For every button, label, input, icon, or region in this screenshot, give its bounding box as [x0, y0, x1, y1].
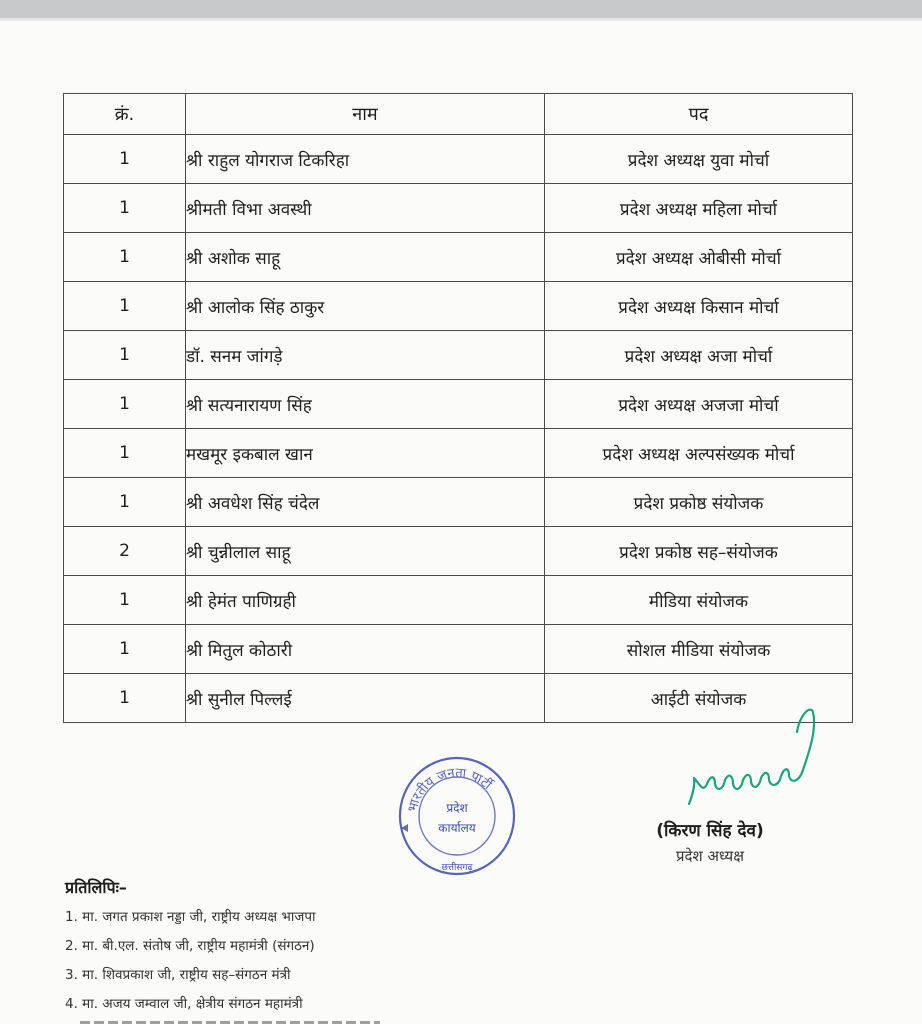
table-row	[64, 527, 853, 576]
table-row	[64, 380, 853, 429]
row-post: प्रदेश अध्यक्ष युवा मोर्चा	[545, 135, 853, 184]
table-row	[64, 429, 853, 478]
row-count: 1	[64, 135, 186, 184]
row-name: श्री राहुल योगराज टिकरिहा	[186, 135, 545, 184]
row-name: श्री सुनील पिल्लई	[186, 674, 545, 723]
appointments-table	[63, 93, 853, 723]
header-post: पद	[545, 94, 853, 135]
row-post: प्रदेश अध्यक्ष अजा मोर्चा	[545, 331, 853, 380]
list-item: 2. मा. बी.एल. संतोष जी, राष्ट्रीय महामंत्री (संगठन)	[65, 938, 315, 954]
row-post: प्रदेश अध्यक्ष महिला मोर्चा	[545, 184, 853, 233]
row-name: श्री मितुल कोठारी	[186, 625, 545, 674]
row-name: श्री हेमंत पाणिग्रही	[186, 576, 545, 625]
table-row	[64, 282, 853, 331]
list-item: 4. मा. अजय जम्वाल जी, क्षेत्रीय संगठन महामंत्री	[65, 996, 303, 1012]
header-serial: क्रं.	[64, 94, 186, 135]
table-row	[64, 576, 853, 625]
row-post: प्रदेश प्रकोष्ठ सह–संयोजक	[545, 527, 853, 576]
row-post: प्रदेश अध्यक्ष किसान मोर्चा	[545, 282, 853, 331]
table-row	[64, 625, 853, 674]
row-name: श्री अवधेश सिंह चंदेल	[186, 478, 545, 527]
row-count: 1	[64, 625, 186, 674]
row-name: श्रीमती विभा अवस्थी	[186, 184, 545, 233]
stamp-outer-text: भारतीय जनता पार्टी	[405, 765, 495, 814]
table-header-row	[64, 94, 853, 135]
table-row	[64, 233, 853, 282]
list-item: 3. मा. शिवप्रकाश जी, राष्ट्रीय सह–संगठन मंत्री	[65, 967, 291, 983]
row-name: मखमूर इकबाल खान	[186, 429, 545, 478]
row-count: 1	[64, 331, 186, 380]
row-count: 1	[64, 576, 186, 625]
signatory-post: प्रदेश अध्यक्ष	[675, 847, 745, 865]
header-name: नाम	[186, 94, 545, 135]
stamp-line-2: कार्यालय	[438, 821, 476, 835]
row-post: सोशल मीडिया संयोजक	[545, 625, 853, 674]
row-name: डॉ. सनम जांगड़े	[186, 331, 545, 380]
cut-off-text-line	[80, 1016, 380, 1024]
row-count: 2	[64, 527, 186, 576]
table-row	[64, 478, 853, 527]
row-count: 1	[64, 380, 186, 429]
stamp-bottom-text: छत्तीसगढ़	[441, 863, 473, 873]
row-count: 1	[64, 429, 186, 478]
row-count: 1	[64, 674, 186, 723]
row-name: श्री चुन्नीलाल साहू	[186, 527, 545, 576]
row-count: 1	[64, 184, 186, 233]
party-office-stamp	[396, 752, 518, 878]
top-bar	[0, 0, 922, 18]
row-name: श्री आलोक सिंह ठाकुर	[186, 282, 545, 331]
row-post: मीडिया संयोजक	[545, 576, 853, 625]
copy-to-heading: प्रतिलिपिः–	[65, 878, 127, 897]
table-row	[64, 184, 853, 233]
list-item: 1. मा. जगत प्रकाश नड्डा जी, राष्ट्रीय अध्यक्ष भाजपा	[65, 909, 316, 925]
row-name: श्री अशोक साहू	[186, 233, 545, 282]
row-post: प्रदेश अध्यक्ष अल्पसंख्यक मोर्चा	[545, 429, 853, 478]
row-count: 1	[64, 282, 186, 331]
row-post: प्रदेश अध्यक्ष ओबीसी मोर्चा	[545, 233, 853, 282]
table-row	[64, 331, 853, 380]
top-bar-edge	[0, 18, 922, 21]
row-count: 1	[64, 233, 186, 282]
row-post: प्रदेश प्रकोष्ठ संयोजक	[545, 478, 853, 527]
copy-to-list	[65, 906, 316, 1022]
row-name: श्री सत्यनारायण सिंह	[186, 380, 545, 429]
signature	[685, 700, 820, 810]
row-count: 1	[64, 478, 186, 527]
row-post: आईटी संयोजक	[545, 674, 853, 723]
table-row	[64, 135, 853, 184]
row-post: प्रदेश अध्यक्ष अजजा मोर्चा	[545, 380, 853, 429]
stamp-line-1: प्रदेश	[446, 801, 468, 815]
signatory-name: (किरण सिंह देव)	[656, 821, 764, 841]
